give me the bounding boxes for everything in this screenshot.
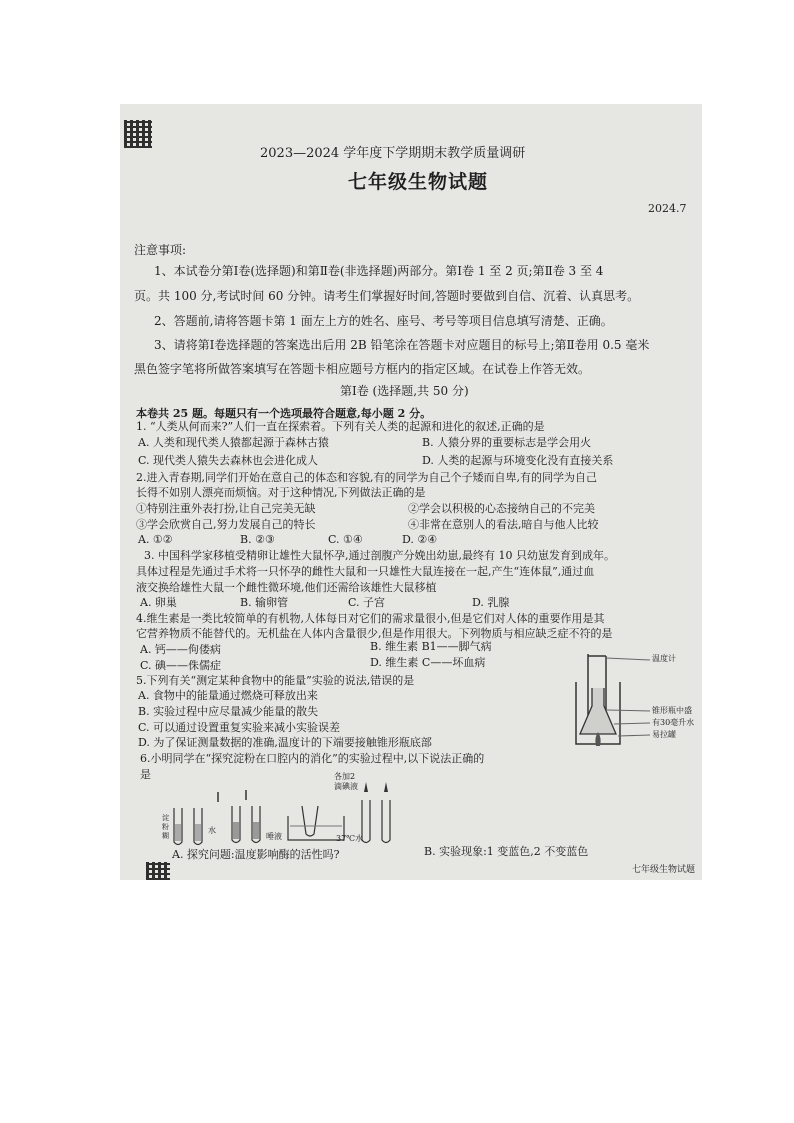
- q2-option-b: B. ②③: [240, 533, 275, 546]
- calorimeter-figure: [566, 648, 698, 752]
- q3-option-a: A. 卵巢: [140, 596, 177, 609]
- label-thermometer: 温度计: [652, 654, 676, 663]
- label-starch: 淀粉糊: [162, 814, 169, 840]
- q5-option-c: C. 可以通过设置重复实验来减小实验误差: [138, 721, 341, 734]
- exam-header-line: 2023—2024 学年度下学期期末教学质量调研: [260, 146, 526, 161]
- q5-option-d: D. 为了保证测量数据的准确,温度计的下端要接触锥形瓶底部: [138, 736, 432, 749]
- notice-1-line1: 1、本试卷分第Ⅰ卷(选择题)和第Ⅱ卷(非选择题)两部分。第Ⅰ卷 1 至 2 页;第Ⅱ卷 3 至 4: [154, 264, 604, 278]
- qr-code-bottom: [146, 862, 170, 880]
- q2-statement-4: ④非常在意别人的看法,暗自与他人比较: [408, 518, 599, 531]
- q6-option-b: B. 实验现象:1 变蓝色,2 不变蓝色: [424, 845, 589, 858]
- q4-option-b: B. 维生素 B1——脚气病: [370, 640, 492, 653]
- exam-sheet-photo: [120, 104, 702, 880]
- q4-stem-line2: 它营养物质不能替代的。无机盐在人体内含量很少,但是作用很大。下列物质与相应缺乏症不符的是: [136, 627, 613, 640]
- q6-option-a: A. 探究问题:温度影响酶的活性吗?: [172, 848, 340, 861]
- q1-stem: 1. “人类从何而来?”人们一直在探索着。下列有关人类的起源和进化的叙述,正确的是: [136, 420, 545, 433]
- label-water: 有30毫升水: [652, 718, 695, 727]
- q3-stem-line1: 3. 中国科学家移植受精卵让雄性大鼠怀孕,通过剖腹产分娩出幼崽,最终有 10 只幼崽发育到成年。: [144, 549, 615, 562]
- q5-option-a: A. 食物中的能量通过燃烧可释放出来: [138, 689, 318, 702]
- q1-option-d: D. 人类的起源与环境变化没有直接关系: [422, 454, 614, 467]
- label-saliva: 唾液: [266, 832, 282, 841]
- q4-option-a: A. 钙——佝偻病: [140, 643, 221, 656]
- starch-digestion-figure: [160, 772, 400, 848]
- notice-3-line2: 黑色签字笔将所做答案填写在答题卡相应题号方框内的指定区域。在试卷上作答无效。: [134, 362, 591, 376]
- label-iodine: 各加2 滴碘液: [334, 772, 358, 791]
- q3-option-c: C. 子宫: [348, 596, 386, 609]
- label-flask: 锥形瓶中盛: [652, 706, 692, 715]
- q3-stem-line3: 液交换给雄性大鼠一个雌性微环境,他们还需给该雄性大鼠移植: [136, 581, 437, 594]
- label-water-q6: 水: [208, 826, 216, 835]
- notice-1-line2: 页。共 100 分,考试时间 60 分钟。请考生们掌握好时间,答题时要做到自信、沉着、认真思考。: [134, 289, 640, 303]
- section-1-heading: 第Ⅰ卷 (选择题,共 50 分): [340, 384, 469, 398]
- q2-statement-1: ①特别注重外表打扮,让自己完美无缺: [136, 502, 316, 515]
- qr-code-top: [124, 120, 152, 148]
- q2-option-a: A. ①②: [138, 533, 173, 546]
- q2-statement-2: ②学会以积极的心态接纳自己的不完美: [408, 502, 595, 515]
- q4-option-c: C. 碘——侏儒症: [140, 659, 222, 672]
- q1-option-b: B. 人猿分界的重要标志是学会用火: [422, 436, 592, 449]
- q2-statement-3: ③学会欣赏自己,努力发展自己的特长: [136, 518, 316, 531]
- q3-stem-line2: 具体过程是先通过手术将一只怀孕的雌性大鼠和一只雄性大鼠连接在一起,产生“连体鼠”,通过血: [136, 565, 595, 578]
- q4-stem-line1: 4.维生素是一类比较简单的有机物,人体每日对它们的需求量很小,但是它们对人体的重要作用是其: [136, 612, 605, 625]
- q2-option-c: C. ①④: [328, 533, 363, 546]
- q3-option-b: B. 输卵管: [240, 596, 289, 609]
- notice-heading: 注意事项:: [134, 243, 187, 257]
- q2-option-d: D. ②④: [402, 533, 438, 546]
- section-1-intro: 本卷共 25 题。每题只有一个选项最符合题意,每小题 2 分。: [136, 407, 432, 420]
- q4-option-d: D. 维生素 C——坏血病: [370, 656, 486, 669]
- exam-title: 七年级生物试题: [348, 171, 489, 193]
- q6-stem-line2: 是: [140, 768, 151, 781]
- label-temperature: 37℃水: [336, 834, 364, 843]
- page-footer: 七年级生物试题: [632, 865, 696, 875]
- notice-2: 2、答题前,请将答题卡第 1 面左上方的姓名、座号、考号等项目信息填写清楚、正确。: [154, 314, 613, 328]
- q5-option-b: B. 实验过程中应尽量减少能量的散失: [138, 705, 319, 718]
- notice-3-line1: 3、请将第Ⅰ卷选择题的答案选出后用 2B 铅笔涂在答题卡对应题目的标号上;第Ⅱ卷用 0.5 毫米: [154, 338, 650, 352]
- q1-option-a: A. 人类和现代类人猿都起源于森林古猿: [138, 436, 329, 449]
- q5-stem: 5.下列有关“测定某种食物中的能量”实验的说法,错误的是: [136, 674, 415, 687]
- q3-option-d: D. 乳腺: [472, 596, 510, 609]
- label-can: 易拉罐: [652, 730, 676, 739]
- q2-stem-line1: 2.进入青春期,同学们开始在意自己的体态和容貌,有的同学为自己个子矮而自卑,有的同学为自己: [136, 471, 597, 484]
- q6-stem-line1: 6.小明同学在“探究淀粉在口腔内的消化”的实验过程中,以下说法正确的: [140, 752, 485, 765]
- q2-stem-line2: 长得不如别人漂亮而烦恼。对于这种情况,下列做法正确的是: [136, 486, 426, 499]
- exam-date: 2024.7: [648, 202, 687, 215]
- q1-option-c: C. 现代类人猿失去森林也会进化成人: [138, 454, 319, 467]
